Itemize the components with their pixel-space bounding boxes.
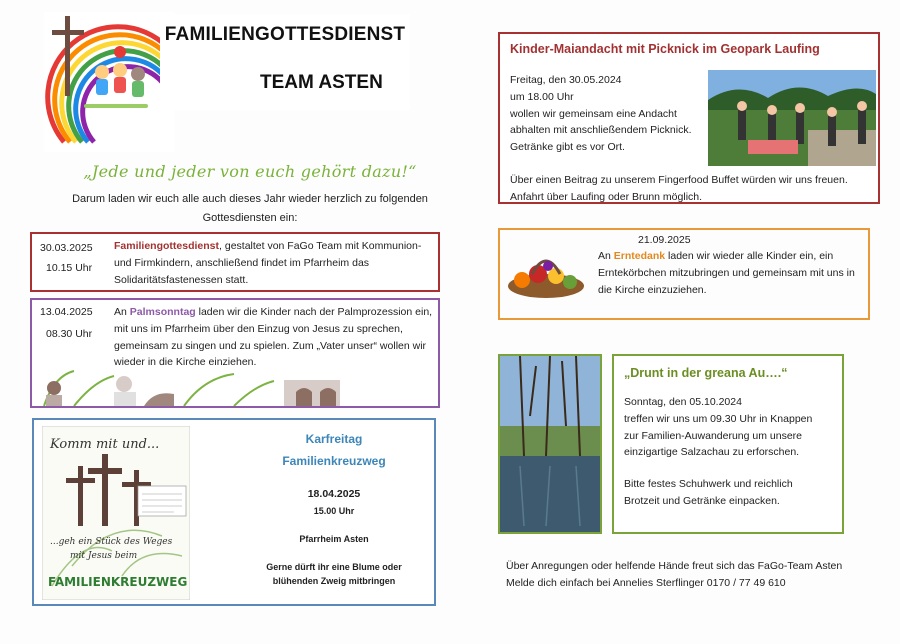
event-highlight: Familiengottesdienst xyxy=(114,240,220,252)
event-line: um 18.00 Uhr xyxy=(510,90,574,103)
header-title-block xyxy=(160,14,410,110)
event-line: zur Familien-Auwanderung um unsere xyxy=(624,429,803,442)
event-time: 10.15 Uhr xyxy=(46,262,93,274)
event-note xyxy=(624,476,838,510)
event-erntedank xyxy=(498,228,870,320)
event-line: Brotzeit und Getränke einpacken. xyxy=(624,494,780,507)
event-title: „Drunt in der greana Au….“ xyxy=(624,366,788,380)
event-description xyxy=(510,72,710,156)
event-karfreitag xyxy=(32,418,436,606)
invitation-line-1: Darum laden wir euch alle auch dieses Jahr wieder herzlich zu folgenden xyxy=(72,193,428,205)
event-text: laden wir die Kinder nach der Palmprozession ein, mit uns im Pfarrheim über den Einzug von Jesus zu sprechen, gemeinsam zu singen und zu spielen. Zum „Vater unser“ wollen wir wieder in die Kirche einziehen. xyxy=(114,306,433,369)
event-familiengottesdienst xyxy=(30,232,440,292)
event-highlight: Erntedank xyxy=(613,250,666,262)
event-text: , gestaltet von FaGo Team mit Kommunion- und Firmkindern, anschließend findet im Pfarrheim das Solidaritätsfastenessen statt. xyxy=(114,240,422,286)
event-date: 18.04.2025 xyxy=(307,488,361,500)
event-line: wollen wir gemeinsam eine Andacht xyxy=(510,107,677,120)
event-line: Sonntag, den 05.10.2024 xyxy=(624,396,742,408)
footer-line-1: Über Anregungen oder helfende Hände freut sich das FaGo-Team Asten xyxy=(506,560,843,572)
event-place: Pfarrheim Asten xyxy=(299,534,369,544)
event-line: Freitag, den 30.05.2024 xyxy=(510,74,622,86)
event-title: Kinder-Maiandacht mit Picknick im Geopark Laufing xyxy=(510,42,820,56)
invitation-text xyxy=(40,190,460,227)
event-date: 21.09.2025 xyxy=(638,234,691,246)
footer-contact xyxy=(506,558,886,593)
footer-line-2: Melde dich einfach bei Annelies Sterflinger 0170 / 77 49 610 xyxy=(506,577,786,590)
poster-line-2: ...geh ein Stück des Weges xyxy=(50,537,173,547)
event-prefix: An xyxy=(598,250,614,262)
event-time: 08.30 Uhr xyxy=(46,328,93,340)
motto: „Jede und jeder von euch gehört dazu!“ xyxy=(83,162,417,181)
page-title: FAMILIENGOTTESDIENST xyxy=(164,24,406,45)
poster-line-3: mit Jesus beim xyxy=(70,551,138,561)
event-note-1: Gerne dürft ihr eine Blume oder xyxy=(266,562,402,572)
event-foot-line-1: Über einen Beitrag zu unserem Fingerfood Buffet würden wir uns freuen. xyxy=(510,174,848,186)
event-maiandacht xyxy=(498,32,880,204)
invitation-line-2: Gottesdiensten ein: xyxy=(202,211,298,224)
event-title: Karfreitag xyxy=(305,432,363,446)
event-foot-line-2: Anfahrt über Laufing oder Brunn möglich. xyxy=(510,190,703,203)
event-line: treffen wir uns um 09.30 Uhr in Knappen xyxy=(624,412,813,425)
poster-big-title: FAMILIENKREUZWEG xyxy=(48,575,188,589)
event-palmsonntag xyxy=(30,298,440,408)
event-note-2: blühenden Zweig mitbringen xyxy=(272,576,396,586)
event-line: Getränke gibt es vor Ort. xyxy=(510,141,625,154)
harvest-basket-illustration xyxy=(504,244,588,300)
event-highlight: Palmsonntag xyxy=(129,306,196,318)
event-date: 13.04.2025 xyxy=(40,306,93,318)
event-prefix: An xyxy=(114,306,130,318)
event-description xyxy=(624,394,838,461)
event-auwanderung xyxy=(612,354,844,534)
event-time: 15.00 Uhr xyxy=(313,506,355,516)
event-line: Bitte festes Schuhwerk und reichlich xyxy=(624,478,793,490)
event-description xyxy=(598,248,864,298)
palm-sunday-illustration xyxy=(34,366,350,406)
rainbow-cross-logo xyxy=(44,12,174,152)
river-photo xyxy=(500,356,600,532)
kreuzweg-poster xyxy=(42,426,190,600)
river-photo-frame xyxy=(498,354,602,534)
picnic-photo xyxy=(708,70,876,166)
event-description xyxy=(114,304,434,371)
event-date: 30.03.2025 xyxy=(40,242,93,254)
poster-line-1: Komm mit und... xyxy=(50,437,160,452)
event-description xyxy=(114,238,434,288)
page-subtitle: TEAM ASTEN xyxy=(260,72,383,93)
event-footnote xyxy=(510,172,876,206)
event-text: laden wir wieder alle Kinder ein, ein Erntekörbchen mitzubringen und gemeinsam mit uns in die Kirche einzuziehen. xyxy=(598,250,855,296)
event-line: abhalten mit anschließendem Picknick. xyxy=(510,124,692,137)
event-line: einzigartige Salzachau zu erforschen. xyxy=(624,446,800,459)
event-subtitle: Familienkreuzweg xyxy=(282,454,386,468)
